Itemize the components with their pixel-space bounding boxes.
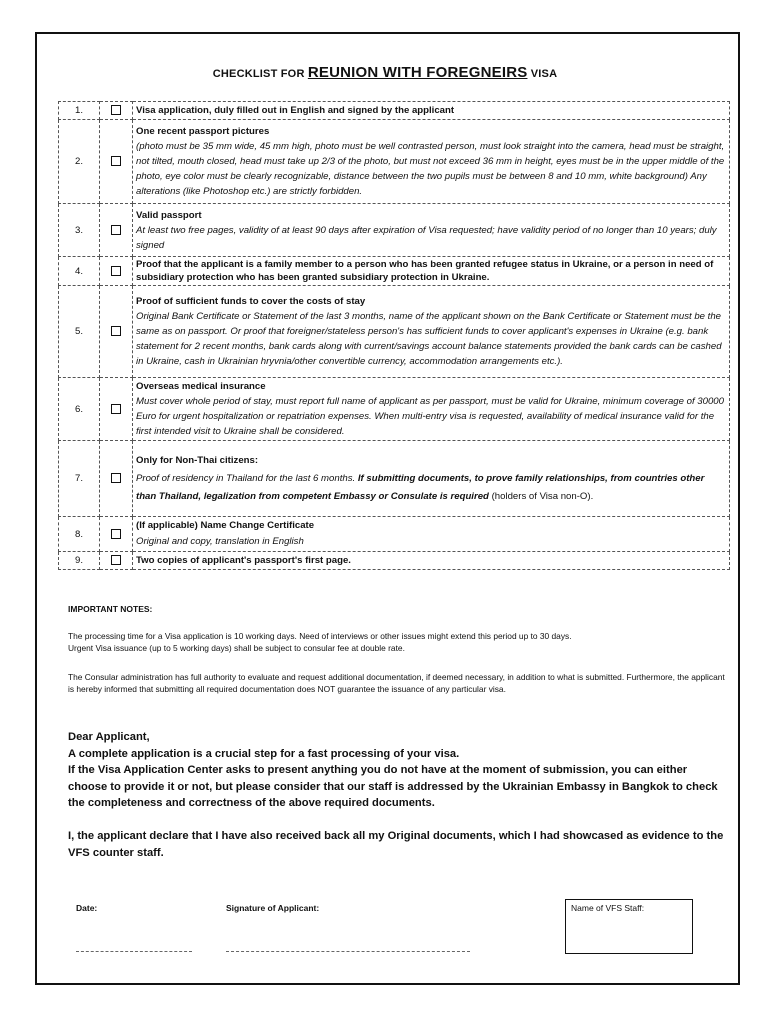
signature-field[interactable]	[226, 951, 470, 952]
row-number: 6.	[59, 378, 100, 441]
row-heading: One recent passport pictures	[136, 126, 270, 137]
row-heading: Two copies of applicant's passport's first page.	[136, 555, 351, 566]
row-body: Must cover whole period of stay, must report full name of applicant as per passport, must be valid for Ukraine, minimum coverage of 30000 Euro for urgent hospitalization or repatriation expenses. When multi-entry visa is requested, availability of medical insurance valid for the first intended visit to Ukraine shall be considered.	[136, 396, 724, 437]
title-main: REUNION WITH FOREGNEIRS	[307, 64, 528, 81]
signature-label: Signature of Applicant:	[226, 903, 320, 913]
vfs-staff-box[interactable]	[565, 899, 693, 954]
row-body: Proof of residency in Thailand for the last 6 months.	[136, 472, 356, 484]
row-number: 9.	[59, 552, 100, 570]
title-suffix: VISA	[530, 68, 558, 80]
note-consular: The Consular administration has full authority to evaluate and request additional documentation, if deemed necessary, in addition to what is submitted. Furthermore, the applicant is hereby informed that submitting all required documentation does NOT guarantee the issuance of any particular visa.	[68, 672, 725, 694]
row-heading: Visa application, duly filled out in English and signed by the applicant	[136, 105, 455, 116]
row-number: 2.	[59, 120, 100, 204]
checkbox[interactable]	[111, 404, 121, 414]
checklist-row	[59, 120, 730, 204]
row-heading: Overseas medical insurance	[136, 381, 266, 392]
checklist-row	[59, 204, 730, 257]
checklist-row	[59, 441, 730, 517]
checklist-row	[59, 552, 730, 570]
checklist-row	[59, 378, 730, 441]
row-number: 4.	[59, 257, 100, 286]
page-title	[0, 64, 770, 81]
checkbox[interactable]	[111, 225, 121, 235]
row-body: Original Bank Certificate or Statement of the last 3 months, name of the applicant shown on the Bank Certificate or Statement must be the same as on passport. Or proof that foreigner/stateless person's has sufficient funds to cover applicant's expenses in Ukraine (e.g. bank statement for 2 recent months, bank cards along with current/savings account balance statements provided the bank cards can be cashed in Ukraine, cash in Ukrainian hryvnia/other convertible currency, accommodation arrangements etc.).	[136, 311, 722, 367]
declaration: I, the applicant declare that I have also received back all my Original documents, which I had showcased as evidence to the VFS counter staff.	[68, 830, 724, 859]
checklist-row	[59, 257, 730, 286]
row-heading: Proof of sufficient funds to cover the costs of stay	[136, 296, 366, 307]
note-processing	[68, 630, 728, 654]
note-processing-line1: The processing time for a Visa application is 10 working days. Need of interviews or other issues might extend this period up to 30 days.	[68, 631, 572, 641]
date-label: Date:	[76, 903, 98, 913]
row-body: Original and copy, translation in English	[136, 536, 304, 547]
row-number: 7.	[59, 441, 100, 517]
checkbox[interactable]	[111, 529, 121, 539]
checklist-row	[59, 286, 730, 378]
date-field[interactable]	[76, 951, 192, 952]
title-prefix: CHECKLIST FOR	[212, 68, 305, 80]
notes-title: IMPORTANT NOTES:	[68, 604, 153, 614]
checkbox[interactable]	[111, 473, 121, 483]
row-heading: Valid passport	[136, 209, 202, 221]
greeting: Dear Applicant,	[68, 731, 150, 743]
dear-line-2: If the Visa Application Center asks to present anything you do not have at the moment of submission, you can either choose to provide it or not, but please consider that our staff is addressed by the Ukrainian Embassy in Bangkok to check the completeness and correctness of the above required documents.	[68, 764, 718, 810]
row-heading: Only for Non-Thai citizens:	[136, 454, 259, 466]
row-heading: Proof that the applicant is a family member to a person who has been granted refugee status in Ukraine, or a person in need of subsidiary protection who has been granted subsidiary protection in Ukraine.	[136, 259, 714, 283]
staff-label: Name of VFS Staff:	[571, 903, 645, 913]
checkbox[interactable]	[111, 156, 121, 166]
checkbox[interactable]	[111, 555, 121, 565]
row-body-emphasis: If submitting documents, to prove family relationships, from countries other than Thailand, legalization from competent Embassy or Consulate is required	[136, 472, 705, 502]
row-number: 5.	[59, 286, 100, 378]
row-number: 8.	[59, 517, 100, 552]
row-number: 1.	[59, 102, 100, 120]
checklist-table	[58, 101, 730, 570]
dear-line-1: A complete application is a crucial step for a fast processing of your visa.	[68, 747, 460, 760]
checklist-row	[59, 102, 730, 120]
checkbox[interactable]	[111, 105, 121, 115]
row-body-end: (holders of Visa non-O).	[491, 490, 594, 502]
checkbox[interactable]	[111, 266, 121, 276]
row-body: At least two free pages, validity of at least 90 days after expiration of Visa requested; have validity period of no longer than 10 years; duly signed	[136, 224, 717, 251]
row-heading: (If applicable) Name Change Certificate	[136, 520, 315, 531]
note-processing-line2: Urgent Visa issuance (up to 5 working days) shall be subject to consular fee at double rate.	[68, 643, 405, 653]
row-body: (photo must be 35 mm wide, 45 mm high, photo must be well contrasted person, must look straight into the camera, head must be straight, not tilted, mouth closed, head must take up 2/3 of the photo, but must not exceed 36 mm in height, eyes must be in the upper middle of the photo, eye color must be clearly recognizable, distance between the two pupils must be between 8 and 10 mm, white background) Any alterations (like Photoshop etc.) are strictly forbidden.	[136, 141, 725, 197]
dear-applicant-block	[68, 729, 728, 812]
checkbox[interactable]	[111, 326, 121, 336]
checklist-row	[59, 517, 730, 552]
row-number: 3.	[59, 204, 100, 257]
